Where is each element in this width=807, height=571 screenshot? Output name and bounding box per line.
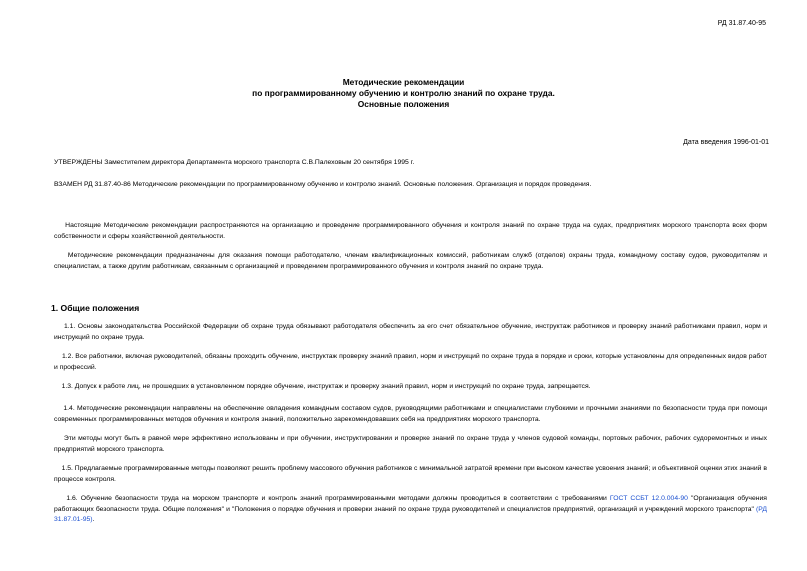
paragraph-1-3: 1.3. Допуск к работе лиц, не прошедших в установленном порядке обучение, инструктаж и проверку знаний правил, норм и инструкций по охране труда, запрещается. (61, 383, 591, 390)
approved-note: УТВЕРЖДЕНЫ Заместителем директора Департамента морского транспорта С.В.Палеховым 20 сентября 1995 г. (54, 159, 415, 166)
paragraph-1-1: 1.1. Основы законодательства Российской Федерации об охране труда обязывают работодателя обеспечить за его счет обязательное обучение, инструктаж работников и проверку знаний работниками правил, норм и инструкций по охране труда. (54, 323, 767, 341)
replaces-note: ВЗАМЕН РД 31.87.40-86 Методические рекомендации по программированному обучению и контролю знаний. Основные положения. Организация и порядок проведения. (54, 181, 592, 188)
intro-paragraph-2: Методические рекомендации предназначены для оказания помощи работодателю, членам квалификационных комиссий, работникам служб (отделов) охраны труда, командному составу судов, руководителям и специалистам, а также другим работникам, связанным с организацией и проведением программированного обучения и контроля знаний по охране труда. (54, 252, 767, 270)
paragraph-1-6: 1.6. Обучение безопасности труда на морском транспорте и контроль знаний программированными методами должны проводиться в соответствии с требованиями ГОСТ ССБТ 12.0.004-90 "Организация обучения работающих безопасности труда. Общие положения" и "Положения о порядке обучения и проверки знаний по охране труда руководителей и специалистов предприятий, организаций и учреждений морского транспорта" (РД 31.87.01-95). (54, 495, 767, 524)
document-code: РД 31.87.40-95 (717, 20, 766, 27)
date-intro: Дата введения 1996-01-01 (683, 139, 769, 146)
document-title (0, 77, 807, 110)
section-heading: 1. Общие положения (51, 303, 140, 313)
gost-link[interactable]: ГОСТ ССБТ 12.0.004-90 (609, 495, 688, 502)
paragraph-1-5: 1.5. Предлагаемые программированные методы позволяют решить проблему массового обучения работников с минимальной затратой времени при высоком качестве усвоения знаний; и объективной оценки этих знаний в процессе контроля. (54, 465, 767, 483)
intro-paragraph-1: Настоящие Методические рекомендации распространяются на организацию и проведение программированного обучения и контроля знаний по охране труда на судах, предприятиях морского транспорта всех форм собственности и сферы хозяйственной деятельности. (54, 222, 767, 240)
title-line-3: Основные положения (357, 99, 450, 109)
paragraph-1-2: 1.2. Все работники, включая руководителей, обязаны проходить обучение, инструктаж проверку знаний правил, норм и инструкций по охране труда в порядке и сроки, которые установлены для определенных видов работ и профессий. (54, 353, 767, 371)
rd-link[interactable]: (РД 31.87.01-95) (54, 505, 767, 524)
paragraph-1-4: 1.4. Методические рекомендации направлены на обеспечение овладения командным составом судов, руководящими работниками и специалистами глубокими и прочными знаниями по безопасности труда при помощи современных программированных методов обучения и контроля знаний, положительно зарекомендовавших себя на предприятиях морского транспорта. (54, 405, 767, 423)
title-line-1: Методические рекомендации (342, 77, 465, 87)
title-line-2: по программированному обучению и контролю знаний по охране труда. (252, 88, 555, 98)
paragraph-1-4-continued: Эти методы могут быть в равной мере эффективно использованы и при обучении, инструктировании и проверке знаний по охране труда у членов судовой команды, портовых рабочих, рабочих судоремонтных и иных предприятий морского транспорта. (54, 435, 767, 453)
